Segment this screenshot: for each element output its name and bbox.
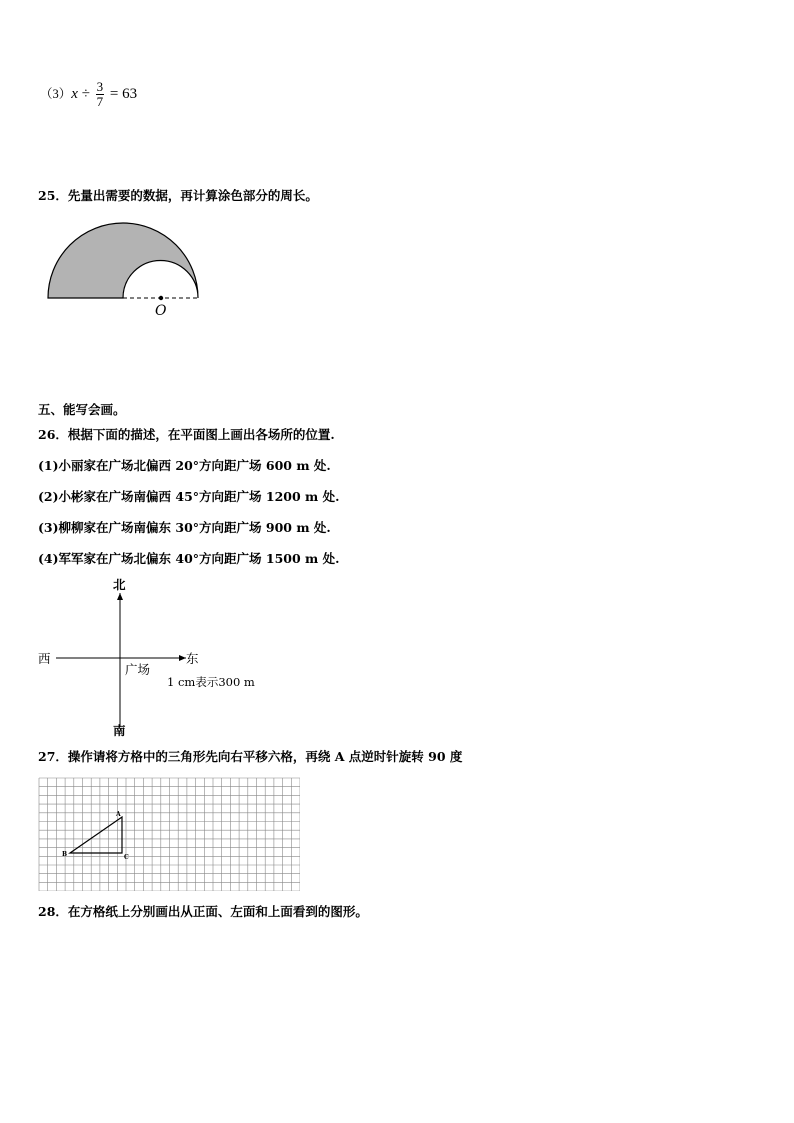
question-27-text: 27．操作请将方格中的三角形先向右平移六格，再绕 A 点逆时针旋转 90 度 <box>38 749 463 764</box>
west-label: 西 <box>38 651 51 666</box>
east-label: 东 <box>186 651 199 666</box>
shaded-region <box>48 223 198 298</box>
semicircle-figure <box>40 215 210 325</box>
south-label: 南 <box>113 723 126 738</box>
q26-item-1: (1)小丽家在广场北偏西 20°方向距广场 600 m 处. <box>38 458 331 473</box>
question-28-text: 28．在方格纸上分别画出从正面、左面和上面看到的图形。 <box>38 904 368 919</box>
square-grid <box>39 778 300 891</box>
question-25-text: 25．先量出需要的数据，再计算涂色部分的周长。 <box>38 188 318 203</box>
square-label: 广场 <box>125 662 151 677</box>
point-a-label: A <box>116 811 121 818</box>
center-point <box>159 296 163 300</box>
point-b-label: B <box>62 851 68 858</box>
q26-item-4: (4)军军家在广场北偏东 40°方向距广场 1500 m 处. <box>38 551 340 566</box>
grid-figure <box>38 777 300 891</box>
fraction <box>96 80 105 109</box>
equation-variable: x <box>71 85 78 102</box>
fraction-numerator: 3 <box>96 79 104 94</box>
q26-item-3: (3)柳柳家在广场南偏东 30°方向距广场 900 m 处. <box>38 520 331 535</box>
equation-rhs: = 63 <box>109 85 138 102</box>
division-sign: ÷ <box>81 85 90 102</box>
q26-item-2: (2)小彬家在广场南偏西 45°方向距广场 1200 m 处. <box>38 489 340 504</box>
center-label: O <box>155 303 167 319</box>
equation-label: （3） <box>40 86 72 101</box>
question-26-text: 26．根据下面的描述，在平面图上画出各场所的位置. <box>38 427 335 442</box>
north-label: 北 <box>113 577 126 592</box>
fraction-denominator: 7 <box>96 94 104 109</box>
scale-label: 1 cm表示300 m <box>167 675 255 689</box>
point-c-label: C <box>124 854 129 861</box>
direction-map <box>30 575 280 740</box>
section-5-title: 五、能写会画。 <box>38 402 126 417</box>
equation-q24-3 <box>40 80 137 109</box>
